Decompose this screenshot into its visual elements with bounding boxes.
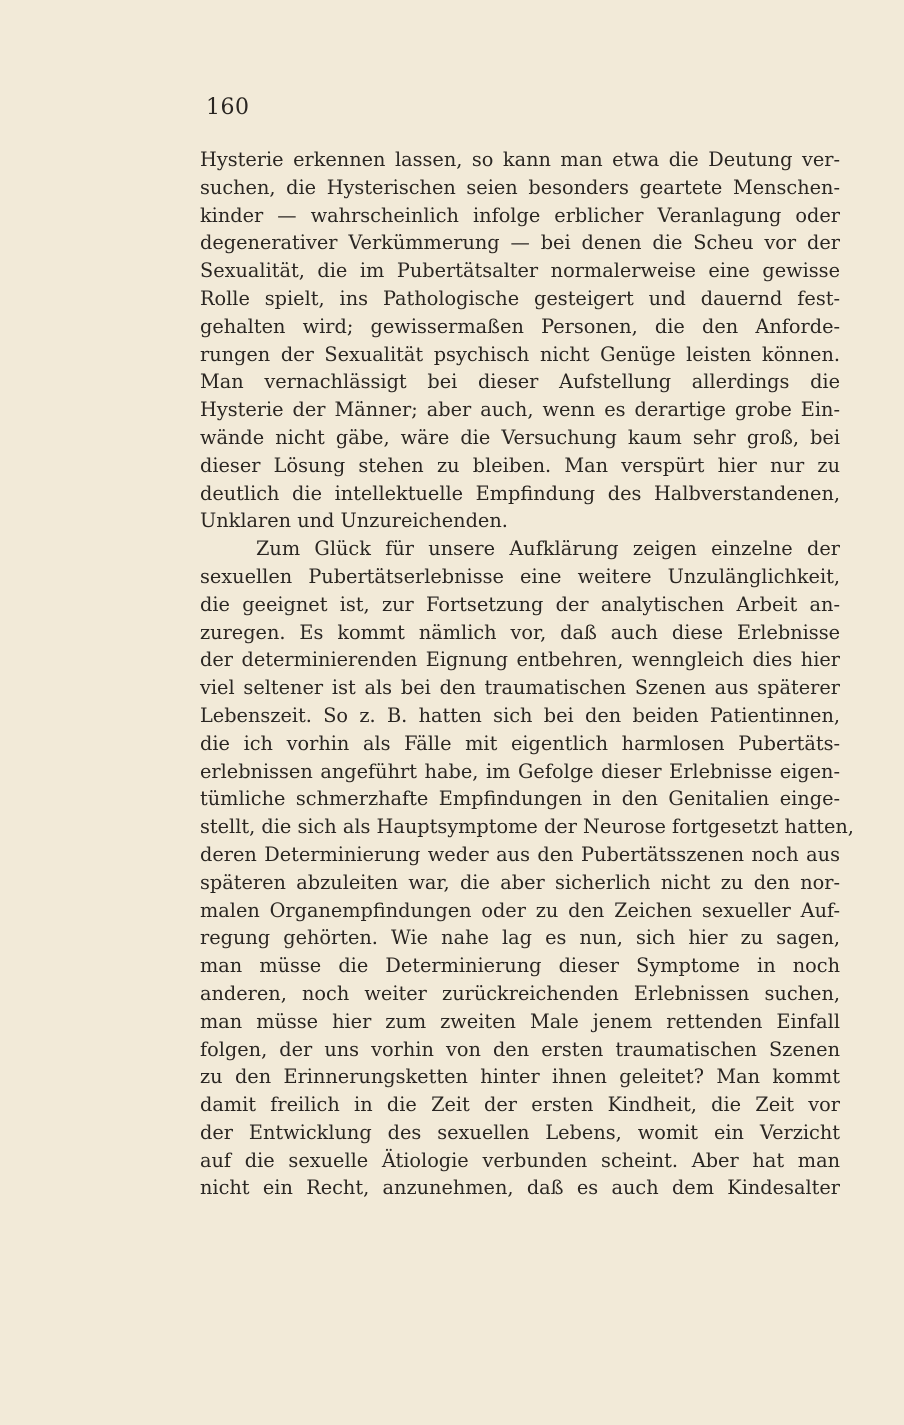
text-line: dieser Lösung stehen zu bleiben. Man verspürt hier nur zu	[200, 453, 840, 477]
text-line: deren Determinierung weder aus den Pubertätsszenen noch aus	[200, 842, 840, 866]
text-line: auf die sexuelle Ätiologie verbunden scheint. Aber hat man	[200, 1148, 840, 1172]
text-line: die ich vorhin als Fälle mit eigentlich harmlosen Pubertäts-	[200, 731, 840, 755]
text-line: sexuellen Pubertätserlebnisse eine weitere Unzulänglichkeit,	[200, 564, 840, 588]
text-line: folgen, der uns vorhin von den ersten traumatischen Szenen	[200, 1037, 840, 1061]
text-line: stellt, die sich als Hauptsymptome der Neurose fortgesetzt hatten,	[200, 815, 854, 839]
text-line: zu den Erinnerungsketten hinter ihnen geleitet? Man kommt	[200, 1065, 840, 1089]
text-line: anderen, noch weiter zurückreichenden Erlebnissen suchen,	[200, 981, 840, 1005]
text-line: zuregen. Es kommt nämlich vor, daß auch diese Erlebnisse	[200, 620, 840, 644]
text-line: der determinierenden Eignung entbehren, wenngleich dies hier	[200, 648, 840, 672]
text-line: nicht ein Recht, anzunehmen, daß es auch dem Kindesalter	[200, 1176, 840, 1200]
text-line: damit freilich in die Zeit der ersten Kindheit, die Zeit vor	[200, 1093, 840, 1117]
body-text	[200, 146, 854, 1202]
text-line: man müsse hier zum zweiten Male jenem rettenden Einfall	[200, 1009, 840, 1033]
paragraph-start-line: Zum Glück für unsere Aufklärung zeigen einzelne der	[256, 537, 840, 561]
text-line: viel seltener ist als bei den traumatischen Szenen aus späterer	[200, 676, 840, 700]
text-line: tümliche schmerzhafte Empfindungen in den Genitalien einge-	[200, 787, 840, 811]
text-line: kinder — wahrscheinlich infolge erblicher Veranlagung oder	[200, 203, 840, 227]
text-line: deutlich die intellektuelle Empfindung des Halbverstandenen,	[200, 481, 840, 505]
text-line: Lebenszeit. So z. B. hatten sich bei den beiden Patientinnen,	[200, 703, 840, 727]
text-line: wände nicht gäbe, wäre die Versuchung kaum sehr groß, bei	[200, 425, 840, 449]
text-line: Hysterie der Männer; aber auch, wenn es derartige grobe Ein-	[200, 398, 840, 422]
text-line: erlebnissen angeführt habe, im Gefolge dieser Erlebnisse eigen-	[200, 759, 840, 783]
paragraph-end-line: Unklaren und Unzureichenden.	[200, 509, 508, 533]
text-line: regung gehörten. Wie nahe lag es nun, sich hier zu sagen,	[200, 926, 840, 950]
text-line: rungen der Sexualität psychisch nicht Genüge leisten können.	[200, 342, 840, 366]
text-line: Hysterie erkennen lassen, so kann man etwa die Deutung ver-	[200, 148, 840, 171]
text-line: man müsse die Determinierung dieser Symptome in noch	[200, 954, 840, 978]
text-line: degenerativer Verkümmerung — bei denen die Scheu vor der	[200, 231, 840, 255]
text-line: späteren abzuleiten war, die aber sicherlich nicht zu den nor-	[200, 870, 840, 894]
text-line: suchen, die Hysterischen seien besonders geartete Menschen-	[200, 175, 840, 199]
text-line: die geeignet ist, zur Fortsetzung der analytischen Arbeit an-	[200, 592, 840, 616]
text-line: Rolle spielt, ins Pathologische gesteigert und dauernd fest-	[200, 286, 840, 310]
text-line: Sexualität, die im Pubertätsalter normalerweise eine gewisse	[200, 259, 840, 283]
text-line: malen Organempfindungen oder zu den Zeichen sexueller Auf-	[200, 898, 840, 922]
text-line: gehalten wird; gewissermaßen Personen, die den Anforde-	[200, 314, 840, 338]
text-line: Man vernachlässigt bei dieser Aufstellung allerdings die	[200, 370, 840, 394]
page-number: 160	[206, 95, 250, 120]
text-line: der Entwicklung des sexuellen Lebens, womit ein Verzicht	[200, 1120, 840, 1144]
